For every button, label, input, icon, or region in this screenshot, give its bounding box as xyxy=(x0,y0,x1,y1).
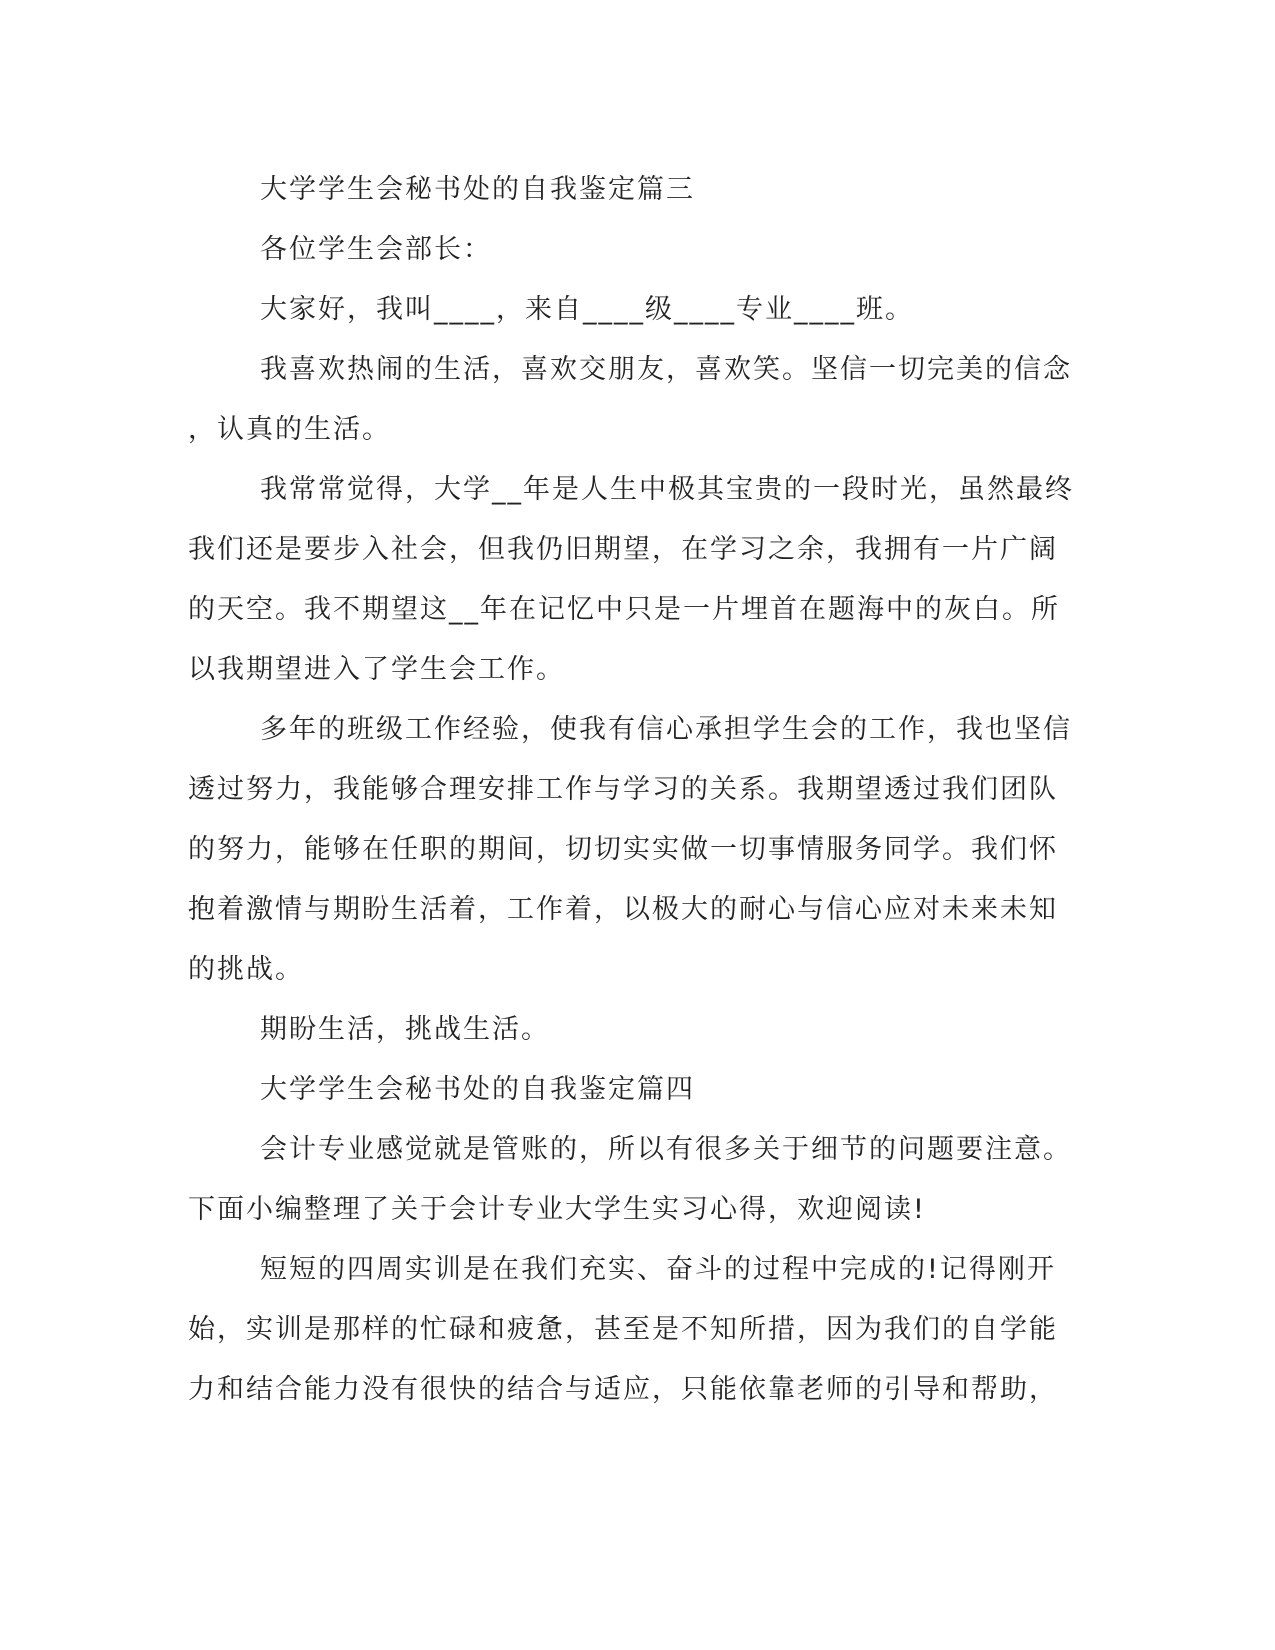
paragraph-line: 以我期望进入了学生会工作。 xyxy=(188,654,565,685)
paragraph-line: 我常常觉得，大学__年是人生中极其宝贵的一段时光，虽然最终 xyxy=(260,474,1074,505)
paragraph-line: 的努力，能够在任职的期间，切切实实做一切事情服务同学。我们怀 xyxy=(188,834,1058,865)
paragraph-line: ，认真的生活。 xyxy=(188,414,391,445)
paragraph-2 xyxy=(188,460,1074,700)
paragraph-6 xyxy=(188,1240,1068,1420)
paragraph-line: 我喜欢热闹的生活，喜欢交朋友，喜欢笑。坚信一切完美的信念 xyxy=(260,354,1072,385)
paragraph-line: 会计专业感觉就是管账的，所以有很多关于细节的问题要注意。 xyxy=(260,1134,1072,1165)
paragraph-line: 的挑战。 xyxy=(188,954,304,985)
document-body xyxy=(188,160,1074,1420)
intro-line: 大家好，我叫____，来自____级____专业____班。 xyxy=(260,294,914,325)
paragraph-line: 透过努力，我能够合理安排工作与学习的关系。我期望透过我们团队 xyxy=(188,774,1058,805)
paragraph-3 xyxy=(188,700,1072,1000)
paragraph-line: 多年的班级工作经验，使我有信心承担学生会的工作，我也坚信 xyxy=(260,714,1072,745)
salutation: 各位学生会部长： xyxy=(260,234,492,265)
paragraph-line: 我们还是要步入社会，但我仍旧期望，在学习之余，我拥有一片广阔 xyxy=(188,534,1058,565)
paragraph-line: 短短的四周实训是在我们充实、奋斗的过程中完成的!记得刚开 xyxy=(260,1254,1056,1285)
paragraph-line: 抱着激情与期盼生活着，工作着，以极大的耐心与信心应对未来未知 xyxy=(188,894,1058,925)
paragraph-line: 的天空。我不期望这__年在记忆中只是一片埋首在题海中的灰白。所 xyxy=(188,594,1060,625)
paragraph-line: 下面小编整理了关于会计专业大学生实习心得，欢迎阅读! xyxy=(188,1194,926,1225)
section-heading-4: 大学学生会秘书处的自我鉴定篇四 xyxy=(260,1074,695,1105)
paragraph-4: 期盼生活，挑战生活。 xyxy=(260,1014,550,1045)
paragraph-5 xyxy=(188,1120,1072,1240)
paragraph-line: 力和结合能力没有很快的结合与适应，只能依靠老师的引导和帮助， xyxy=(188,1374,1058,1405)
paragraph-1 xyxy=(188,340,1072,460)
paragraph-line: 始，实训是那样的忙碌和疲惫，甚至是不知所措，因为我们的自学能 xyxy=(188,1314,1058,1345)
section-heading-3: 大学学生会秘书处的自我鉴定篇三 xyxy=(260,174,695,205)
